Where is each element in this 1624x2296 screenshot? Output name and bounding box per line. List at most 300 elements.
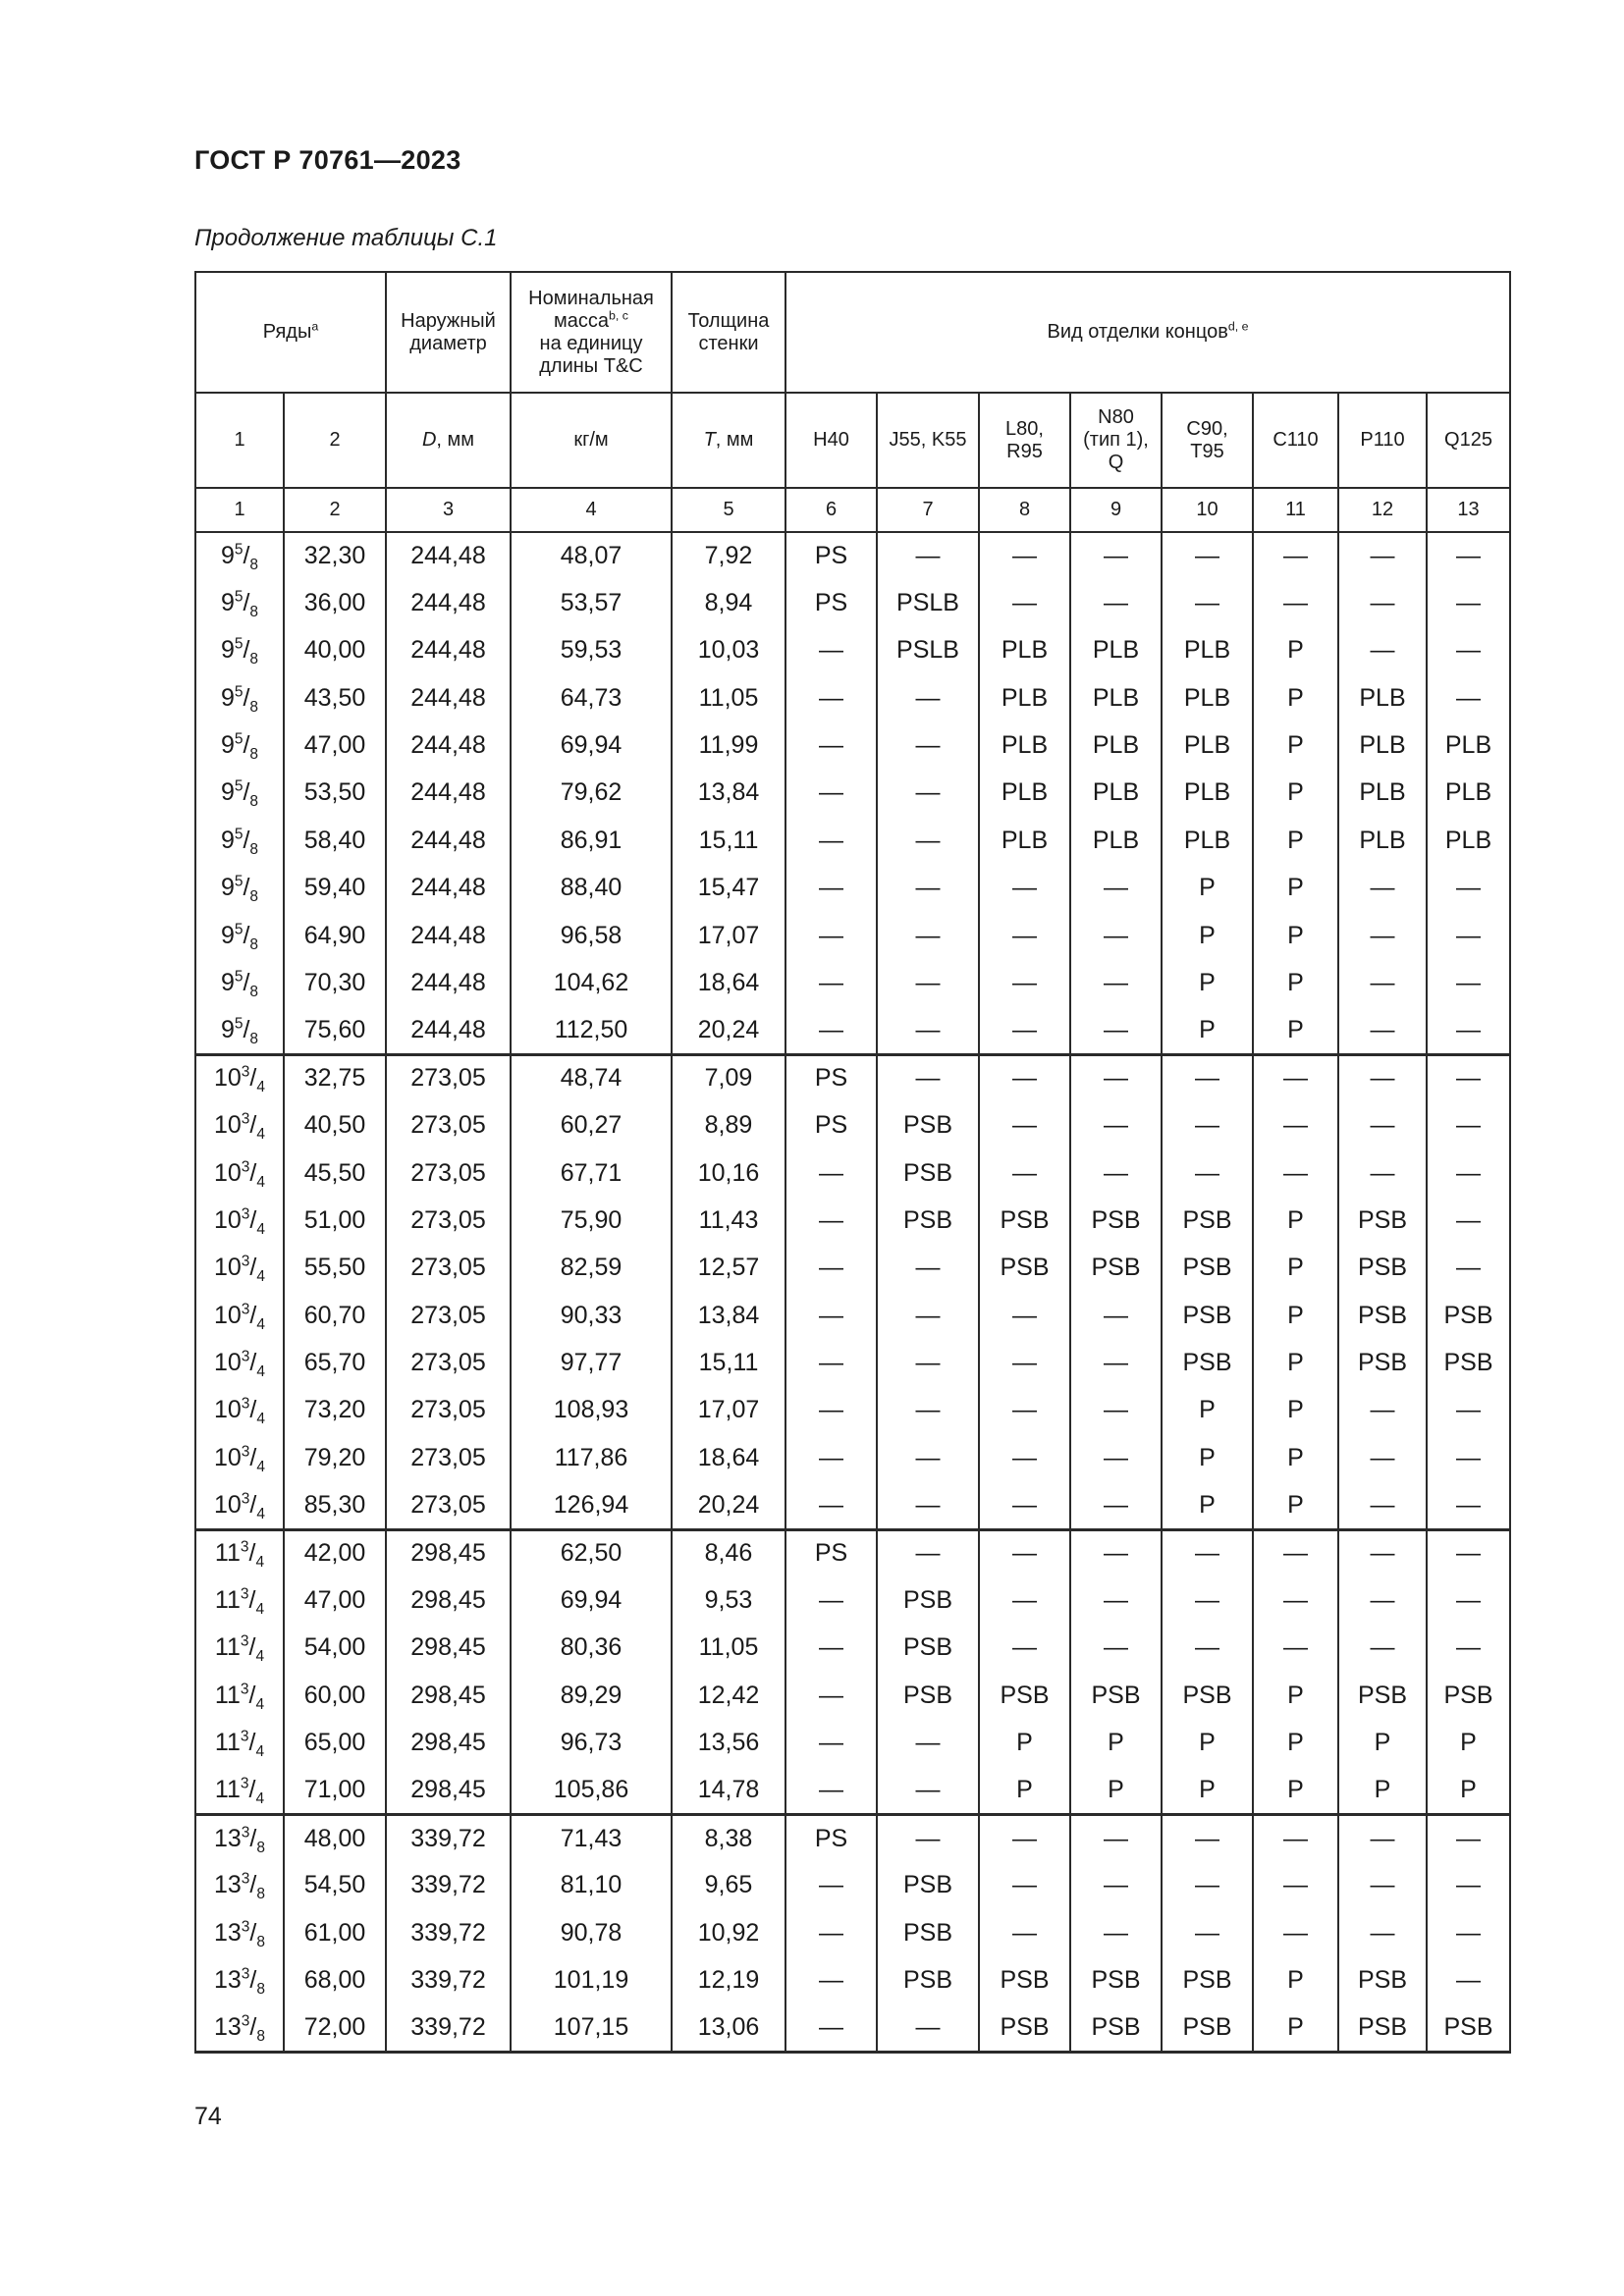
table-cell: —: [1338, 1529, 1427, 1576]
table-cell: 64,90: [284, 912, 386, 959]
table-cell: P: [1253, 627, 1338, 674]
table-cell: 273,05: [386, 1149, 511, 1197]
table-cell: —: [1070, 1387, 1162, 1434]
table-cell: 88,40: [511, 865, 672, 912]
row-size-fraction: $9^5/_8$: [195, 1007, 284, 1054]
table-cell: 32,30: [284, 532, 386, 579]
table-cell: 48,07: [511, 532, 672, 579]
table-cell: —: [877, 770, 979, 817]
table-cell: 101,19: [511, 1957, 672, 2004]
table-cell: 53,50: [284, 770, 386, 817]
table-cell: PSLB: [877, 579, 979, 626]
table-cell: PSB: [1070, 2004, 1162, 2052]
table-cell: PSB: [1162, 1340, 1253, 1387]
row-size-fraction: $11^3/_4$: [195, 1577, 284, 1625]
table-cell: 69,94: [511, 722, 672, 770]
table-cell: P: [1338, 1767, 1427, 1814]
header-label-2: 2: [284, 393, 386, 488]
table-cell: PSB: [1162, 1292, 1253, 1339]
table-cell: —: [1338, 579, 1427, 626]
table-cell: —: [1070, 960, 1162, 1007]
table-cell: 11,43: [672, 1197, 785, 1244]
table-cell: 51,00: [284, 1197, 386, 1244]
table-cell: —: [1253, 1149, 1338, 1197]
table-row: [195, 770, 1510, 817]
row-size-fraction: $9^5/_8$: [195, 579, 284, 626]
table-cell: 71,00: [284, 1767, 386, 1814]
table-cell: 72,00: [284, 2004, 386, 2052]
table-cell: 15,11: [672, 1340, 785, 1387]
table-cell: P: [1253, 1957, 1338, 2004]
table-cell: 244,48: [386, 912, 511, 959]
table-body: [195, 532, 1510, 2053]
table-row: [195, 1720, 1510, 1767]
row-size-fraction: $11^3/_4$: [195, 1672, 284, 1719]
table-cell: 55,50: [284, 1245, 386, 1292]
table-cell: 11,05: [672, 1625, 785, 1672]
table-row: [195, 1245, 1510, 1292]
table-cell: P: [979, 1720, 1070, 1767]
table-cell: —: [979, 960, 1070, 1007]
table-row: [195, 1054, 1510, 1101]
column-number: 12: [1338, 488, 1427, 532]
table-cell: 273,05: [386, 1245, 511, 1292]
row-size-fraction: $13^3/_8$: [195, 1957, 284, 2004]
table-cell: 8,38: [672, 1815, 785, 1862]
table-cell: 47,00: [284, 1577, 386, 1625]
table-cell: 244,48: [386, 674, 511, 721]
table-cell: PSB: [877, 1197, 979, 1244]
table-cell: PLB: [1338, 674, 1427, 721]
table-cell: —: [1253, 1054, 1338, 1101]
table-cell: PLB: [1427, 722, 1510, 770]
table-cell: —: [1427, 579, 1510, 626]
row-size-fraction: $13^3/_8$: [195, 1815, 284, 1862]
table-cell: 298,45: [386, 1577, 511, 1625]
table-cell: —: [1162, 1102, 1253, 1149]
grade-h40: H40: [785, 393, 877, 488]
table-cell: PSB: [1070, 1957, 1162, 2004]
table-cell: 47,00: [284, 722, 386, 770]
table-cell: —: [785, 1245, 877, 1292]
table-cell: —: [979, 1909, 1070, 1956]
table-cell: PSB: [1338, 1957, 1427, 2004]
table-cell: —: [979, 865, 1070, 912]
table-cell: P: [1162, 912, 1253, 959]
table-cell: PLB: [979, 770, 1070, 817]
table-cell: —: [1427, 1387, 1510, 1434]
table-cell: —: [1338, 627, 1427, 674]
table-row: [195, 865, 1510, 912]
table-cell: P: [979, 1767, 1070, 1814]
table-cell: —: [1162, 1815, 1253, 1862]
table-row: [195, 817, 1510, 864]
table-cell: PLB: [1338, 817, 1427, 864]
table-cell: 8,89: [672, 1102, 785, 1149]
table-cell: —: [1070, 1625, 1162, 1672]
grade-l80-r95: L80, R95: [979, 393, 1070, 488]
table-cell: —: [785, 1625, 877, 1672]
table-cell: 107,15: [511, 2004, 672, 2052]
table-cell: —: [1427, 1149, 1510, 1197]
table-cell: —: [979, 1149, 1070, 1197]
row-size-fraction: $9^5/_8$: [195, 865, 284, 912]
header-row-titles: [195, 272, 1510, 393]
table-cell: —: [1253, 1577, 1338, 1625]
table-cell: 298,45: [386, 1767, 511, 1814]
table-row: [195, 1909, 1510, 1956]
table-cell: —: [785, 1387, 877, 1434]
table-cell: —: [979, 1529, 1070, 1576]
grade-c90-t95: C90, T95: [1162, 393, 1253, 488]
table-cell: —: [979, 1340, 1070, 1387]
table-cell: 244,48: [386, 722, 511, 770]
table-cell: PS: [785, 1102, 877, 1149]
table-cell: PLB: [1162, 770, 1253, 817]
table-cell: 82,59: [511, 1245, 672, 1292]
table-cell: PLB: [1162, 722, 1253, 770]
table-cell: 67,71: [511, 1149, 672, 1197]
table-cell: —: [1427, 1529, 1510, 1576]
table-cell: —: [1070, 1340, 1162, 1387]
table-cell: —: [1070, 1909, 1162, 1956]
table-cell: P: [1253, 1197, 1338, 1244]
table-cell: 339,72: [386, 2004, 511, 2052]
table-cell: PSB: [1070, 1672, 1162, 1719]
table-cell: PSLB: [877, 627, 979, 674]
row-size-fraction: $11^3/_4$: [195, 1625, 284, 1672]
table-cell: —: [1427, 1197, 1510, 1244]
table-cell: —: [1427, 627, 1510, 674]
table-cell: —: [979, 1815, 1070, 1862]
table-cell: —: [785, 1957, 877, 2004]
table-cell: P: [1253, 1767, 1338, 1814]
table-cell: —: [877, 960, 979, 1007]
table-cell: —: [1338, 960, 1427, 1007]
table-cell: —: [877, 1529, 979, 1576]
table-cell: PSB: [877, 1672, 979, 1719]
column-number: 1: [195, 488, 284, 532]
table-cell: —: [1338, 1909, 1427, 1956]
table-cell: P: [1162, 960, 1253, 1007]
table-cell: PLB: [1070, 674, 1162, 721]
table-cell: 273,05: [386, 1102, 511, 1149]
table-cell: PSB: [877, 1957, 979, 2004]
table-cell: —: [877, 1482, 979, 1529]
table-cell: 12,42: [672, 1672, 785, 1719]
table-cell: PSB: [979, 1245, 1070, 1292]
table-cell: P: [1338, 1720, 1427, 1767]
table-cell: 20,24: [672, 1007, 785, 1054]
table-cell: PLB: [1070, 627, 1162, 674]
table-cell: 70,30: [284, 960, 386, 1007]
table-cell: 32,75: [284, 1054, 386, 1101]
table-cell: P: [1070, 1720, 1162, 1767]
table-cell: —: [1070, 1149, 1162, 1197]
table-cell: PLB: [1070, 817, 1162, 864]
table-cell: —: [1427, 1482, 1510, 1529]
table-cell: 11,05: [672, 674, 785, 721]
row-size-fraction: $13^3/_8$: [195, 2004, 284, 2052]
column-number: 13: [1427, 488, 1510, 532]
table-cell: 7,09: [672, 1054, 785, 1101]
table-cell: PSB: [979, 1957, 1070, 2004]
table-cell: 244,48: [386, 960, 511, 1007]
table-cell: PSB: [1427, 1292, 1510, 1339]
table-cell: —: [877, 865, 979, 912]
table-cell: 60,27: [511, 1102, 672, 1149]
table-cell: —: [1427, 1245, 1510, 1292]
table-cell: —: [1253, 1102, 1338, 1149]
row-size-fraction: $13^3/_8$: [195, 1909, 284, 1956]
table-cell: 18,64: [672, 960, 785, 1007]
table-cell: —: [1070, 1815, 1162, 1862]
table-row: [195, 1625, 1510, 1672]
table-cell: 60,00: [284, 1672, 386, 1719]
column-number-row: [195, 488, 1510, 532]
table-cell: 117,86: [511, 1434, 672, 1481]
row-size-fraction: $9^5/_8$: [195, 960, 284, 1007]
table-cell: —: [785, 1149, 877, 1197]
table-cell: 105,86: [511, 1767, 672, 1814]
table-cell: 273,05: [386, 1197, 511, 1244]
table-cell: 68,00: [284, 1957, 386, 2004]
table-cell: —: [1427, 865, 1510, 912]
table-cell: PSB: [1427, 2004, 1510, 2052]
table-cell: —: [1253, 532, 1338, 579]
table-cell: —: [877, 674, 979, 721]
table-cell: PLB: [1427, 770, 1510, 817]
table-cell: —: [1338, 1577, 1427, 1625]
table-cell: —: [785, 1197, 877, 1244]
table-cell: 69,94: [511, 1577, 672, 1625]
table-cell: —: [979, 579, 1070, 626]
table-cell: —: [1427, 912, 1510, 959]
header-label-1: 1: [195, 393, 284, 488]
table-cell: PS: [785, 579, 877, 626]
table-cell: 42,00: [284, 1529, 386, 1576]
table-cell: —: [1253, 1815, 1338, 1862]
table-cell: PLB: [1338, 722, 1427, 770]
table-cell: 10,92: [672, 1909, 785, 1956]
table-cell: 104,62: [511, 960, 672, 1007]
table-cell: PSB: [1162, 2004, 1253, 2052]
table-cell: 273,05: [386, 1054, 511, 1101]
table-cell: —: [1070, 1577, 1162, 1625]
table-cell: 13,56: [672, 1720, 785, 1767]
table-cell: 54,00: [284, 1625, 386, 1672]
table-cell: P: [1253, 1340, 1338, 1387]
table-cell: PLB: [1070, 722, 1162, 770]
table-cell: —: [877, 2004, 979, 2052]
table-cell: P: [1253, 1672, 1338, 1719]
table-cell: 15,47: [672, 865, 785, 912]
table-cell: —: [785, 770, 877, 817]
table-cell: —: [1338, 865, 1427, 912]
table-cell: —: [1070, 1529, 1162, 1576]
table-cell: —: [785, 722, 877, 770]
table-cell: —: [785, 1434, 877, 1481]
table-cell: 40,00: [284, 627, 386, 674]
table-cell: 81,10: [511, 1862, 672, 1909]
table-cell: 89,29: [511, 1672, 672, 1719]
standard-title: ГОСТ Р 70761—2023: [194, 145, 461, 175]
row-size-fraction: $10^3/_4$: [195, 1340, 284, 1387]
table-cell: —: [785, 1007, 877, 1054]
table-cell: —: [877, 1007, 979, 1054]
table-cell: —: [785, 1672, 877, 1719]
table-cell: —: [1338, 1387, 1427, 1434]
table-cell: PLB: [979, 674, 1070, 721]
column-number: 4: [511, 488, 672, 532]
table-cell: —: [1070, 1102, 1162, 1149]
table-cell: —: [1338, 1815, 1427, 1862]
table-cell: 9,65: [672, 1862, 785, 1909]
table-cell: PS: [785, 1054, 877, 1101]
table-cell: —: [785, 865, 877, 912]
table-cell: 79,20: [284, 1434, 386, 1481]
table-cell: 65,70: [284, 1340, 386, 1387]
table-cell: 79,62: [511, 770, 672, 817]
table-cell: —: [979, 1577, 1070, 1625]
table-cell: —: [1338, 1434, 1427, 1481]
table-cell: PSB: [1162, 1245, 1253, 1292]
table-row: [195, 1340, 1510, 1387]
table-cell: —: [1427, 960, 1510, 1007]
table-cell: —: [1253, 1529, 1338, 1576]
table-cell: 244,48: [386, 817, 511, 864]
table-cell: 62,50: [511, 1529, 672, 1576]
row-size-fraction: $9^5/_8$: [195, 674, 284, 721]
table-cell: PSB: [979, 2004, 1070, 2052]
table-row: [195, 1957, 1510, 2004]
table-cell: PSB: [877, 1577, 979, 1625]
header-kg-per-m: кг/м: [511, 393, 672, 488]
table-cell: PSB: [1070, 1245, 1162, 1292]
table-cell: —: [877, 1054, 979, 1101]
table-row: [195, 579, 1510, 626]
table-cell: 273,05: [386, 1482, 511, 1529]
table-cell: —: [1338, 912, 1427, 959]
table-row: [195, 674, 1510, 721]
column-number: 6: [785, 488, 877, 532]
row-size-fraction: $10^3/_4$: [195, 1149, 284, 1197]
table-cell: —: [877, 912, 979, 959]
table-cell: —: [1427, 1909, 1510, 1956]
table-cell: P: [1070, 1767, 1162, 1814]
table-cell: —: [1338, 1625, 1427, 1672]
table-cell: P: [1253, 1720, 1338, 1767]
table-cell: PLB: [979, 817, 1070, 864]
table-cell: 244,48: [386, 770, 511, 817]
table-cell: 339,72: [386, 1815, 511, 1862]
table-cell: PSB: [1338, 1340, 1427, 1387]
table-cell: 15,11: [672, 817, 785, 864]
table-row: [195, 532, 1510, 579]
table-cell: —: [1253, 1625, 1338, 1672]
table-cell: P: [1427, 1720, 1510, 1767]
table-cell: —: [1338, 1482, 1427, 1529]
table-cell: —: [979, 1434, 1070, 1481]
table-cell: PS: [785, 532, 877, 579]
table-row: [195, 1577, 1510, 1625]
table-cell: —: [1162, 1529, 1253, 1576]
table-cell: PLB: [1162, 674, 1253, 721]
table-cell: —: [979, 1007, 1070, 1054]
table-cell: —: [785, 1340, 877, 1387]
table-cell: 273,05: [386, 1340, 511, 1387]
column-number: 11: [1253, 488, 1338, 532]
table-cell: —: [877, 1292, 979, 1339]
table-cell: —: [877, 1245, 979, 1292]
table-cell: 48,00: [284, 1815, 386, 1862]
table-cell: PLB: [979, 722, 1070, 770]
table-cell: 273,05: [386, 1292, 511, 1339]
table-cell: —: [1162, 1054, 1253, 1101]
table-cell: 339,72: [386, 1957, 511, 2004]
table-cell: —: [1427, 1007, 1510, 1054]
grade-c110: C110: [1253, 393, 1338, 488]
table-cell: PLB: [1162, 817, 1253, 864]
table-cell: 96,73: [511, 1720, 672, 1767]
table-cell: —: [877, 1387, 979, 1434]
header-t-mm: T, мм: [672, 393, 785, 488]
table-cell: PSB: [1338, 1245, 1427, 1292]
table-cell: —: [1070, 1434, 1162, 1481]
table-cell: 86,91: [511, 817, 672, 864]
table-cell: PSB: [877, 1149, 979, 1197]
table-cell: 244,48: [386, 579, 511, 626]
table-cell: 244,48: [386, 1007, 511, 1054]
table-cell: 8,46: [672, 1529, 785, 1576]
table-cell: —: [1338, 1007, 1427, 1054]
table-cell: 17,07: [672, 1387, 785, 1434]
table-cell: PSB: [1070, 1197, 1162, 1244]
column-number: 2: [284, 488, 386, 532]
table-cell: P: [1162, 1387, 1253, 1434]
table-cell: 20,24: [672, 1482, 785, 1529]
table-cell: P: [1162, 865, 1253, 912]
table-cell: —: [785, 1720, 877, 1767]
column-number: 9: [1070, 488, 1162, 532]
table-cell: P: [1253, 674, 1338, 721]
row-size-fraction: $10^3/_4$: [195, 1197, 284, 1244]
table-cell: 244,48: [386, 865, 511, 912]
table-cell: PSB: [1162, 1197, 1253, 1244]
table-cell: PLB: [1162, 627, 1253, 674]
table-cell: 12,19: [672, 1957, 785, 2004]
table-cell: 108,93: [511, 1387, 672, 1434]
table-cell: P: [1253, 1387, 1338, 1434]
table-cell: PSB: [877, 1909, 979, 1956]
table-cell: 273,05: [386, 1387, 511, 1434]
table-cell: 339,72: [386, 1909, 511, 1956]
table-cell: 9,53: [672, 1577, 785, 1625]
table-cell: —: [1427, 1054, 1510, 1101]
table-cell: 298,45: [386, 1672, 511, 1719]
table-cell: —: [785, 960, 877, 1007]
table-cell: 7,92: [672, 532, 785, 579]
table-row: [195, 1767, 1510, 1814]
table-caption: Продолжение таблицы С.1: [194, 225, 498, 251]
table-cell: 96,58: [511, 912, 672, 959]
table-cell: 14,78: [672, 1767, 785, 1814]
grade-j55-k55: J55, K55: [877, 393, 979, 488]
table-cell: 80,36: [511, 1625, 672, 1672]
row-size-fraction: $10^3/_4$: [195, 1387, 284, 1434]
table-cell: P: [1253, 865, 1338, 912]
header-outer-diameter: Наружный диаметр: [386, 272, 511, 393]
